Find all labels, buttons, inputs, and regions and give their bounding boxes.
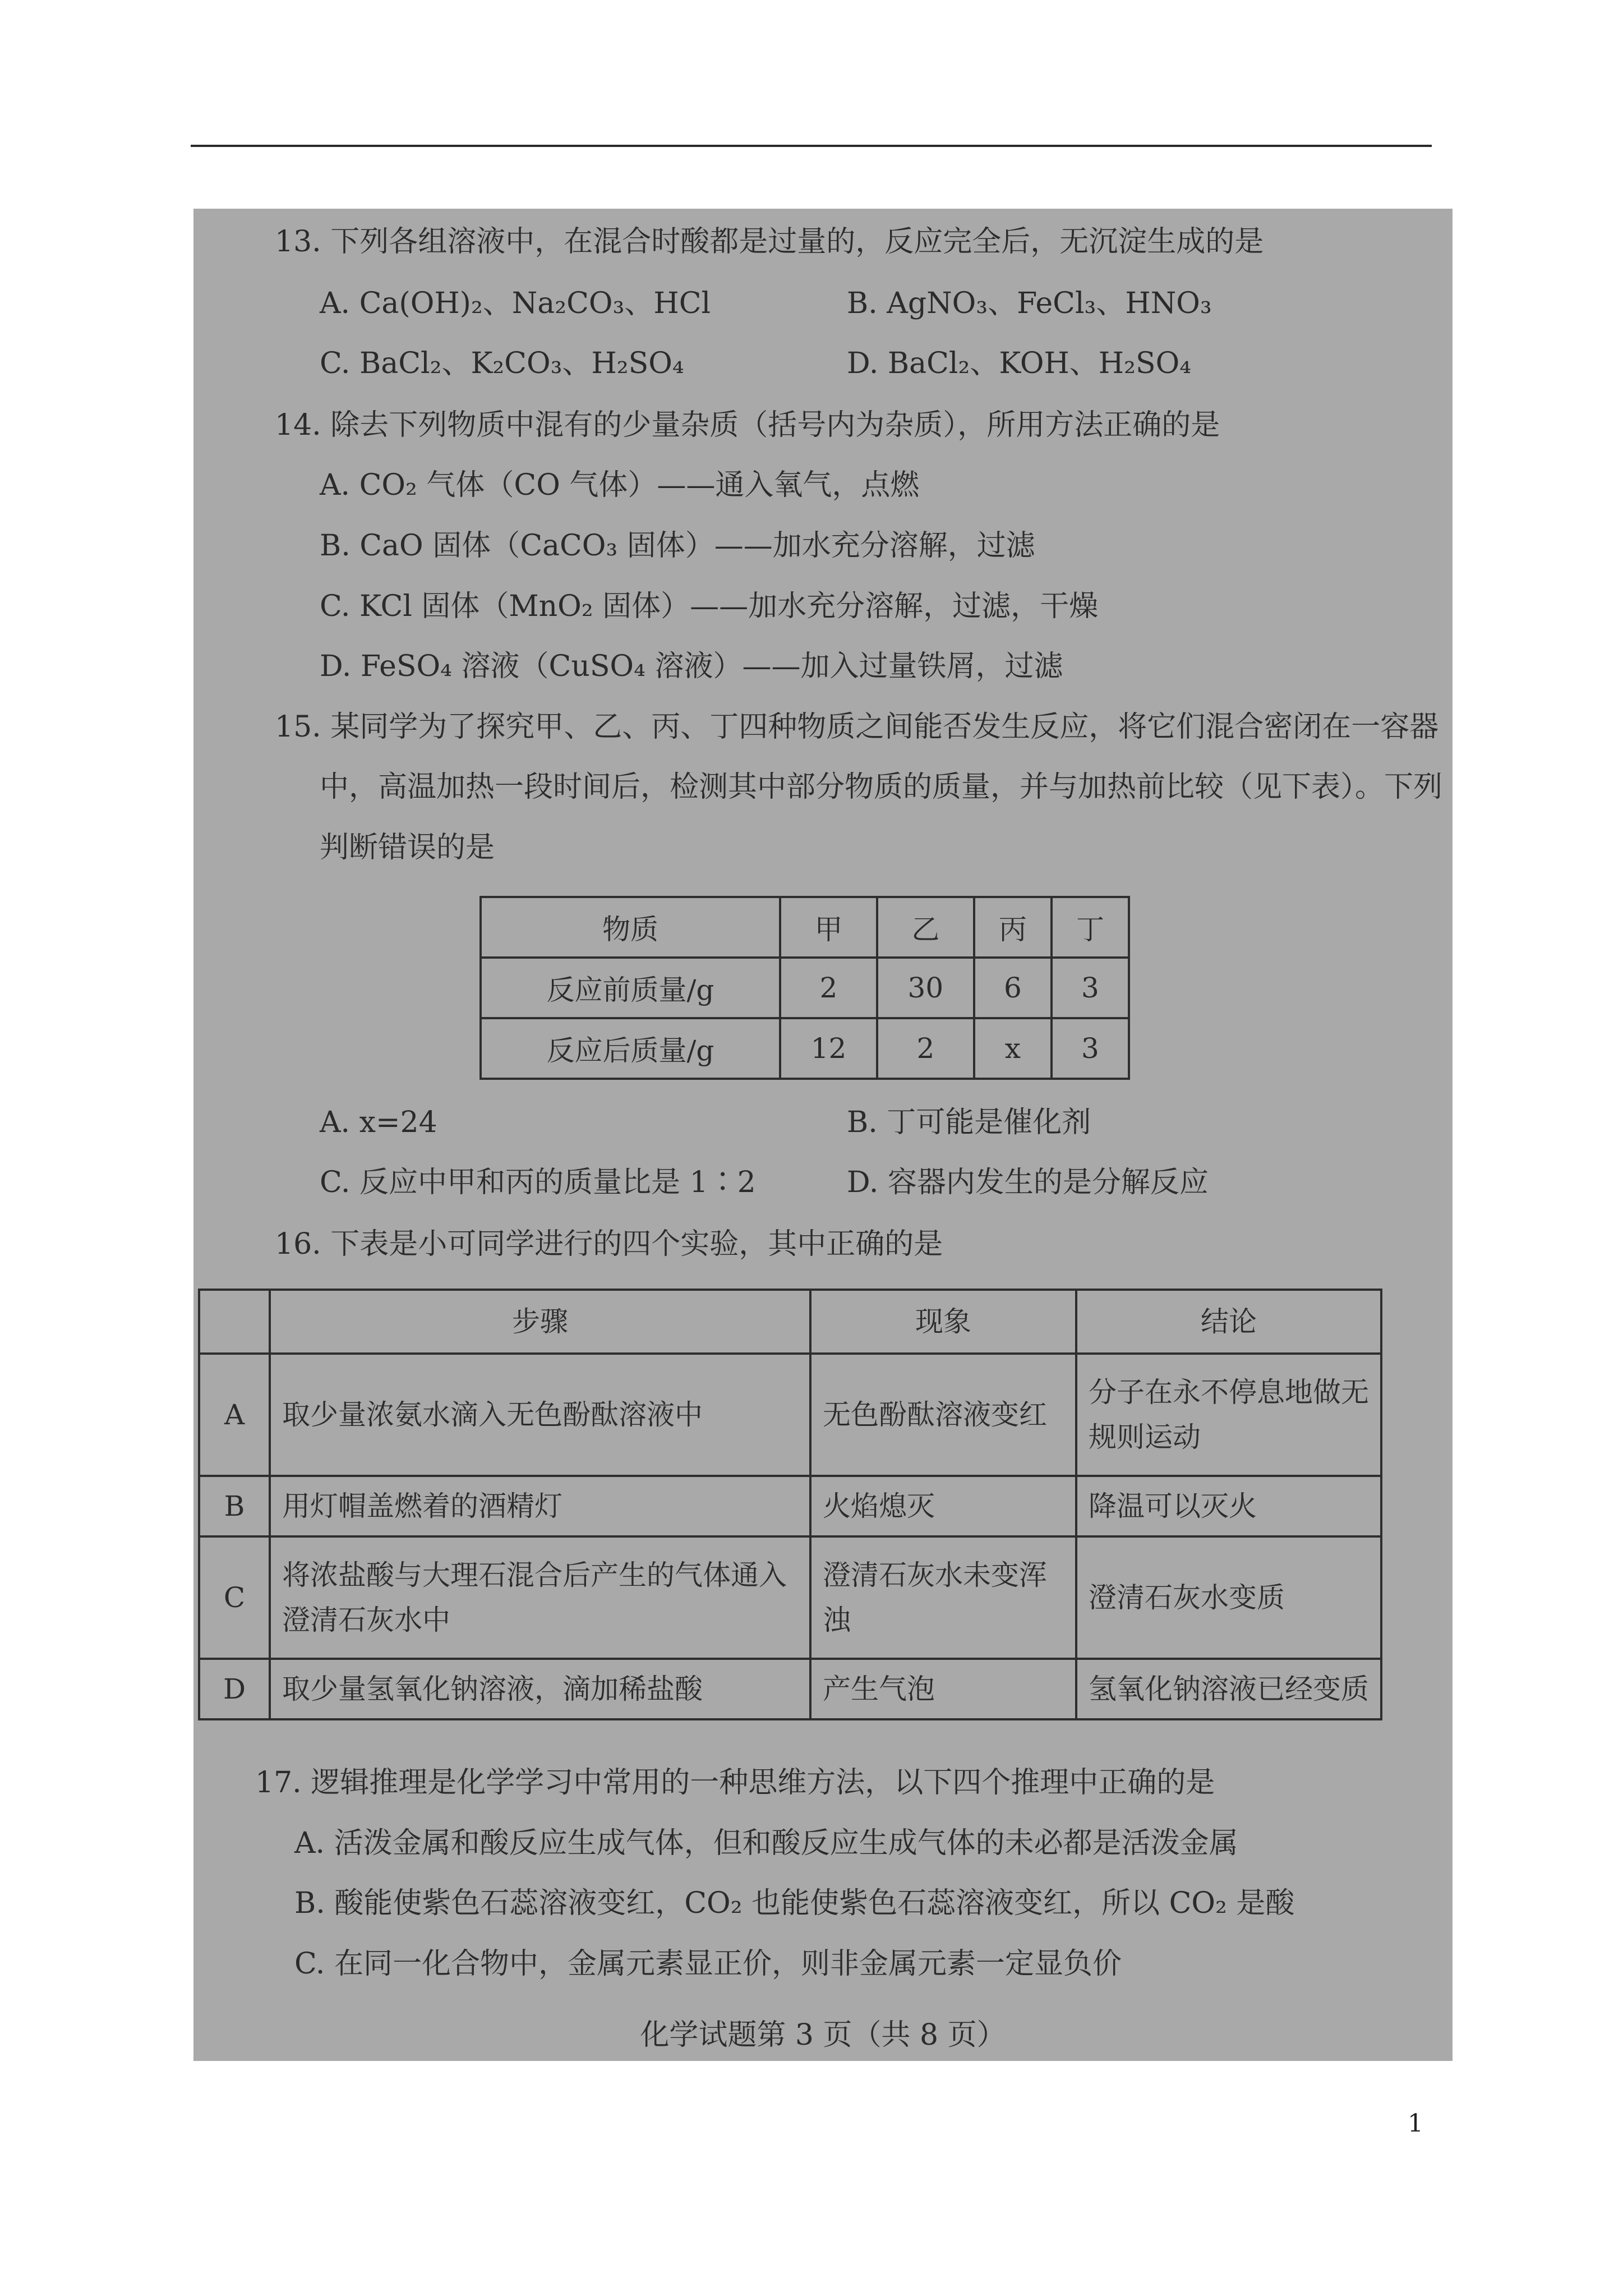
table-header-cell: 丙 [974,897,1052,958]
table-header-row [199,1290,1381,1354]
table-cell: x [974,1018,1052,1079]
table-row [481,897,1129,958]
row-label: C [199,1536,270,1659]
q13-option-b: B. AgNO₃、FeCl₃、HNO₃ [847,287,1212,320]
conclusion-cell: 降温可以灭火 [1076,1476,1381,1536]
q14-option-d: D. FeSO₄ 溶液（CuSO₄ 溶液）——加入过量铁屑，过滤 [320,650,1063,683]
table-cell: 30 [877,958,974,1018]
table-cell: 反应后质量/g [481,1018,780,1079]
q16-stem: 16. 下表是小可同学进行的四个实验，其中正确的是 [275,1227,943,1261]
phenomenon-cell: 无色酚酞溶液变红 [810,1354,1076,1476]
table-header-cell: 丁 [1052,897,1129,958]
q15-option-a: A. x=24 [320,1106,437,1139]
table-row [199,1659,1381,1719]
q15-line-2: 中，高温加热一段时间后，检测其中部分物质的质量，并与加热前比较（见下表）。下列 [320,770,1443,804]
q17-option-b: B. 酸能使紫色石蕊溶液变红，CO₂ 也能使紫色石蕊溶液变红，所以 CO₂ 是酸 [294,1887,1295,1920]
conclusion-cell: 氢氧化钠溶液已经变质 [1076,1659,1381,1719]
conclusion-cell: 澄清石灰水变质 [1076,1536,1381,1659]
table-header-cell: 步骤 [270,1290,810,1354]
top-rule [191,145,1432,147]
table-header-cell: 乙 [877,897,974,958]
table-header-cell [199,1290,270,1354]
row-label: D [199,1659,270,1719]
q16-experiment-table [198,1289,1382,1720]
q13-stem: 13. 下列各组溶液中，在混合时酸都是过量的，反应完全后，无沉淀生成的是 [275,225,1264,259]
phenomenon-cell: 澄清石灰水未变浑浊 [810,1536,1076,1659]
q15-option-c: C. 反应中甲和丙的质量比是 1∶2 [320,1166,756,1199]
step-cell: 取少量氢氧化钠溶液，滴加稀盐酸 [270,1659,810,1719]
q13-option-a: A. Ca(OH)₂、Na₂CO₃、HCl [320,287,711,320]
table-header-cell: 现象 [810,1290,1076,1354]
phenomenon-cell: 火焰熄灭 [810,1476,1076,1536]
table-header-cell: 物质 [481,897,780,958]
table-row [199,1536,1381,1659]
q13-option-d: D. BaCl₂、KOH、H₂SO₄ [847,347,1192,380]
scanned-page [193,209,1453,2061]
table-cell: 3 [1052,958,1129,1018]
q15-line-3: 判断错误的是 [320,831,495,864]
table-row [481,958,1129,1018]
q14-option-b: B. CaO 固体（CaCO₃ 固体）——加水充分溶解，过滤 [320,529,1035,563]
table-cell: 6 [974,958,1052,1018]
step-cell: 用灯帽盖燃着的酒精灯 [270,1476,810,1536]
q15-line-1: 15. 某同学为了探究甲、乙、丙、丁四种物质之间能否发生反应，将它们混合密闭在一容器 [275,710,1439,744]
conclusion-cell: 分子在永不停息地做无规则运动 [1076,1354,1381,1476]
q14-stem: 14. 除去下列物质中混有的少量杂质（括号内为杂质），所用方法正确的是 [275,408,1220,442]
table-cell: 2 [877,1018,974,1079]
table-row [481,1018,1129,1079]
q15-option-d: D. 容器内发生的是分解反应 [847,1166,1209,1199]
q14-option-a: A. CO₂ 气体（CO 气体）——通入氧气，点燃 [320,468,920,502]
q17-option-a: A. 活泼金属和酸反应生成气体，但和酸反应生成气体的未必都是活泼金属 [294,1826,1238,1860]
table-header-cell: 甲 [780,897,877,958]
phenomenon-cell: 产生气泡 [810,1659,1076,1719]
table-cell: 12 [780,1018,877,1079]
q15-mass-table [479,896,1130,1080]
table-row [199,1354,1381,1476]
page-number: 1 [1408,2109,1423,2138]
step-cell: 取少量浓氨水滴入无色酚酞溶液中 [270,1354,810,1476]
row-label: A [199,1354,270,1476]
table-row [199,1476,1381,1536]
page-footer: 化学试题第 3 页（共 8 页） [640,2018,1006,2052]
table-header-cell: 结论 [1076,1290,1381,1354]
table-cell: 反应前质量/g [481,958,780,1018]
q17-stem: 17. 逻辑推理是化学学习中常用的一种思维方法，以下四个推理中正确的是 [255,1766,1215,1800]
step-cell: 将浓盐酸与大理石混合后产生的气体通入澄清石灰水中 [270,1536,810,1659]
table-cell: 2 [780,958,877,1018]
q17-option-c: C. 在同一化合物中，金属元素显正价，则非金属元素一定显负价 [294,1947,1122,1981]
q13-option-c: C. BaCl₂、K₂CO₃、H₂SO₄ [320,347,684,380]
q15-option-b: B. 丁可能是催化剂 [847,1106,1091,1139]
row-label: B [199,1476,270,1536]
table-cell: 3 [1052,1018,1129,1079]
q14-option-c: C. KCl 固体（MnO₂ 固体）——加水充分溶解，过滤，干燥 [320,590,1099,623]
